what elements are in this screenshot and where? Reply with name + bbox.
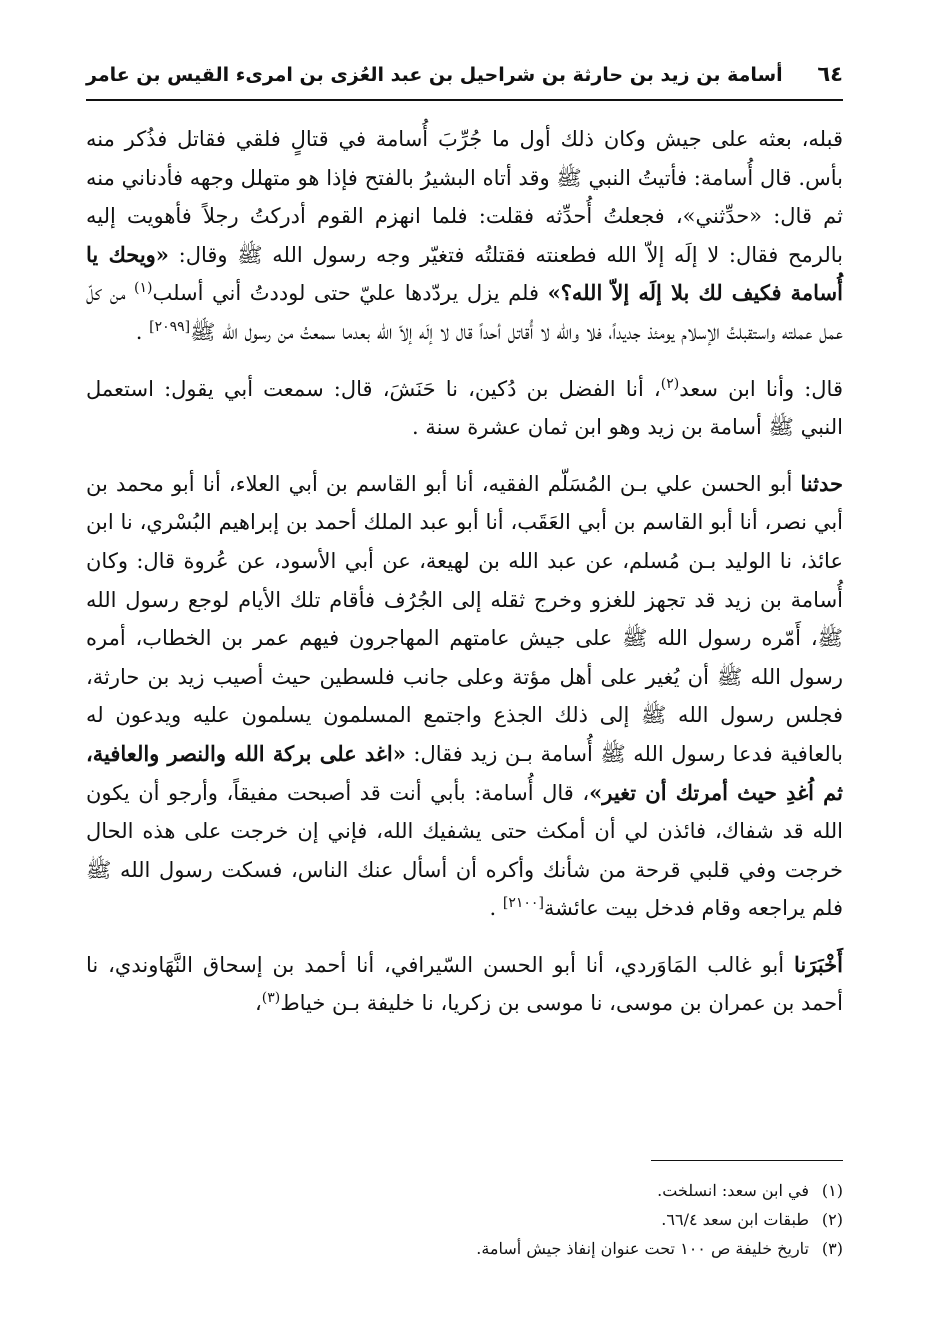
text-segment: أبو غالب المَاوَردي، أنا أبو الحسن السّيرافي، أنا أحمد بن إسحاق النَّهَاوندي، نا أحمد بن عمران بن موسى، نا موسى بن زكريا، نا خليفة بـن خياط — [86, 952, 843, 1016]
footnote-text: طبقات ابن سعد ٦٦/٤. — [661, 1210, 809, 1229]
text-segment: من كلّ عمل عملته واستقبلتُ الإسلام يومئذ جديداً، فلا والله لا أُقاتل أحداً قال لا إلَه إلاّ الله بعدما سمعتُ من رسول الله ﷺ — [86, 281, 843, 344]
paragraph-3 — [86, 465, 843, 928]
text-segment: فلم يزل يردّدها عليّ حتى لوددتُ أني أسلب — [152, 281, 548, 306]
footnote-item — [86, 1176, 843, 1205]
footnote-item — [86, 1205, 843, 1234]
footnote-text: في ابن سعد: انسلخت. — [657, 1181, 809, 1200]
footnotes — [86, 1176, 843, 1263]
text-segment: ، أنا الفضل بن دُكين، نا حَنَشَ، قال: سمعت أبي يقول: استعمل النبي ﷺ أسامة بن زيد وهو ابن ثمان عشرة سنة . — [86, 376, 843, 440]
paragraph-lead-word: أَخْبَرَنا — [794, 951, 843, 977]
footnote-ref: (٢) — [660, 375, 680, 392]
footnote-number: (٢) — [821, 1210, 843, 1229]
hadith-number: [٢٠٩٩] — [149, 318, 191, 335]
page-number: ٦٤ — [817, 62, 843, 86]
footnote-text: تاريخ خليفة ص ١٠٠ تحت عنوان إنفاذ جيش أسامة. — [476, 1239, 809, 1258]
text-segment: أبو الحسن علي بـن المُسَلّم الفقيه، أنا أبو القاسم بن أبي العلاء، أنا أبو محمد بن أبي نصر، أنا أبو القاسم بن أبي العَقَب، أنا أبو عبد الملك أحمد بن إبراهيم البُسْري، نا ابن عائذ، نا الوليد بـن مُسلم، عن عبد الله بن لهيعة، عن أبي الأسود، عن عُروة قال: وكان أُسامة بن زيد قد تجهز للغزو وخرج ثقله إلى الجُرُف فأقام تلك الأيام لوجع رسول الله ﷺ، أَمّره رسول الله ﷺ على جيش عامتهم المهاجرون فيهم عمر بن الخطاب، أمره رسول الله ﷺ أن يُغير على أهل مؤتة وعلى جانب فلسطين حيث أصيب زيد بن حارثة، فجلس رسول الله ﷺ إلى ذلك الجذع واجتمع المسلمون يسلمون عليه ويدعون له بالعافية فدعا رسول الله ﷺ أُسامة بـن زيد فقال: — [86, 471, 844, 766]
running-title: أسامة بن زيد بن حارثة بن شراحيل بن عبد العُزى بن امرىء القيس بن عامر — [86, 64, 783, 86]
paragraph-1 — [86, 120, 843, 352]
prophetic-quote: «اغد على بركة الله والنصر والعافية، ثم اُغدِ حيث أمرتك أن تغير» — [86, 740, 843, 805]
footnote-item — [86, 1234, 843, 1263]
paragraph-2 — [86, 370, 843, 447]
footnote-ref: (١) — [134, 280, 153, 297]
text-segment: قال: وأنا ابن سعد — [679, 376, 843, 401]
footnote-ref: (٣) — [261, 990, 281, 1007]
header-rule — [86, 99, 843, 101]
main-text — [86, 120, 843, 1041]
footnote-separator — [651, 1160, 843, 1161]
footnote-number: (١) — [821, 1181, 843, 1200]
page-header — [86, 58, 843, 94]
text-segment: ، قال أُسامة: بأبي أنت قد أصبحت مفيقاً، وأرجو أن يكون الله قد شفاك، فائذن لي أن أمكث حتى يشفيك الله، فإني إن خرجت على هذه الحال خرجت وفي قلبي قرحة من شأنك وأكره أن أسأل عنك الناس، فسكت رسول الله ﷺ فلم يراجعه وقام فدخل بيت عائشة — [86, 780, 843, 921]
text-segment: . — [135, 319, 150, 344]
text-segment: . — [489, 896, 503, 921]
prophetic-quote: «ويحك يا أُسامة فكيف لك بلا إلَه إلاّ الله؟» — [86, 241, 843, 306]
hadith-number: [٢١٠٠] — [502, 895, 544, 912]
paragraph-lead-word: حدثنا — [800, 470, 843, 496]
footnote-number: (٣) — [821, 1239, 843, 1258]
text-segment: ، — [254, 991, 262, 1016]
paragraph-4 — [86, 946, 843, 1023]
text-segment: قبله، بعثه على جيش وكان ذلك أول ما جُرِّبَ أُسامة في قتالٍ فلقي فقاتل فذُكر منه بأس. قال أُسامة: فأتيتُ النبي ﷺ وقد أتاه البشيرُ بالفتح فإذا هو متهلل وجهه فأدناني منه ثم قال: «حدِّثني»، فجعلتُ أُحدِّثه فقلت: فلما انهزم القوم أدركتُ رجلاً فأهويت إليه بالرمح فقال: لا إلَه إلاّ الله فطعنته فقتلتُه فتغيّر وجه رسول الله ﷺ وقال: — [86, 127, 843, 267]
